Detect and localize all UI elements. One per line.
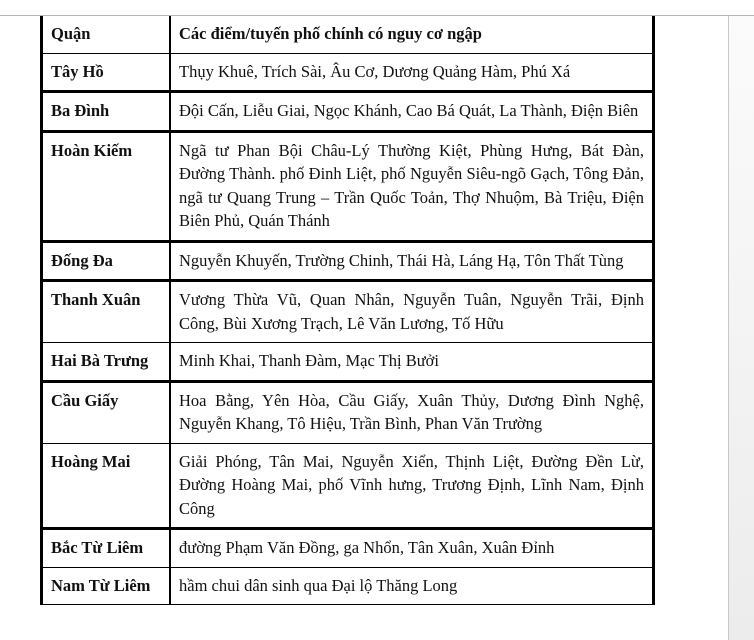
- table-row: [42, 529, 654, 568]
- streets-cell: Giải Phóng, Tân Mai, Nguyễn Xiển, Thịnh Liệt, Đường Đền Lừ, Đường Hoàng Mai, phố Vĩnh hưng, Trương Định, Lĩnh Nam, Định Công: [170, 443, 654, 529]
- page-top-border: [0, 15, 754, 16]
- scrollbar-track[interactable]: [728, 16, 754, 640]
- table-row: [42, 381, 654, 443]
- table-header-row: [42, 16, 654, 53]
- streets-cell: Minh Khai, Thanh Đàm, Mạc Thị Bưởi: [170, 343, 654, 382]
- district-cell: Ba Đình: [42, 92, 171, 132]
- table-row: [42, 92, 654, 132]
- district-cell: Nam Từ Liêm: [42, 567, 171, 605]
- district-cell: Hai Bà Trưng: [42, 343, 171, 382]
- district-cell: Bắc Từ Liêm: [42, 529, 171, 568]
- table-row: [42, 343, 654, 382]
- streets-cell: Nguyễn Khuyến, Trường Chinh, Thái Hà, Láng Hạ, Tôn Thất Tùng: [170, 241, 654, 281]
- district-cell: Cầu Giấy: [42, 381, 171, 443]
- streets-cell: Vương Thừa Vũ, Quan Nhân, Nguyễn Tuân, Nguyễn Trãi, Định Công, Bùi Xương Trạch, Lê Văn Lương, Tố Hữu: [170, 281, 654, 343]
- streets-cell: Ngã tư Phan Bội Châu-Lý Thường Kiệt, Phùng Hưng, Bát Đàn, Đường Thành. phố Đinh Liệt, phố Nguyễn Siêu-ngõ Gạch, Tông Đản, ngã tư Quang Trung – Trần Quốc Toản, Thợ Nhuộm, Bà Triệu, Điện Biên Phủ, Quán Thánh: [170, 131, 654, 241]
- table-row: [42, 281, 654, 343]
- flood-risk-table: [40, 16, 655, 605]
- district-cell: Thanh Xuân: [42, 281, 171, 343]
- district-cell: Hoàn Kiếm: [42, 131, 171, 241]
- district-cell: Đống Đa: [42, 241, 171, 281]
- header-district: Quận: [42, 16, 171, 53]
- table-row: [42, 241, 654, 281]
- district-cell: Hoàng Mai: [42, 443, 171, 529]
- table-row: [42, 53, 654, 92]
- streets-cell: Thụy Khuê, Trích Sài, Âu Cơ, Dương Quảng Hàm, Phú Xá: [170, 53, 654, 92]
- district-cell: Tây Hồ: [42, 53, 171, 92]
- table-row: [42, 131, 654, 241]
- streets-cell: Đội Cấn, Liễu Giai, Ngọc Khánh, Cao Bá Quát, La Thành, Điện Biên: [170, 92, 654, 132]
- streets-cell: Hoa Bằng, Yên Hòa, Cầu Giấy, Xuân Thủy, Dương Đình Nghệ, Nguyễn Khang, Tô Hiệu, Trần Bình, Phan Văn Trường: [170, 381, 654, 443]
- header-streets: Các điểm/tuyến phố chính có nguy cơ ngập: [170, 16, 654, 53]
- streets-cell: đường Phạm Văn Đồng, ga Nhổn, Tân Xuân, Xuân Đỉnh: [170, 529, 654, 568]
- table-row: [42, 443, 654, 529]
- table-row: [42, 567, 654, 605]
- streets-cell: hầm chui dân sinh qua Đại lộ Thăng Long: [170, 567, 654, 605]
